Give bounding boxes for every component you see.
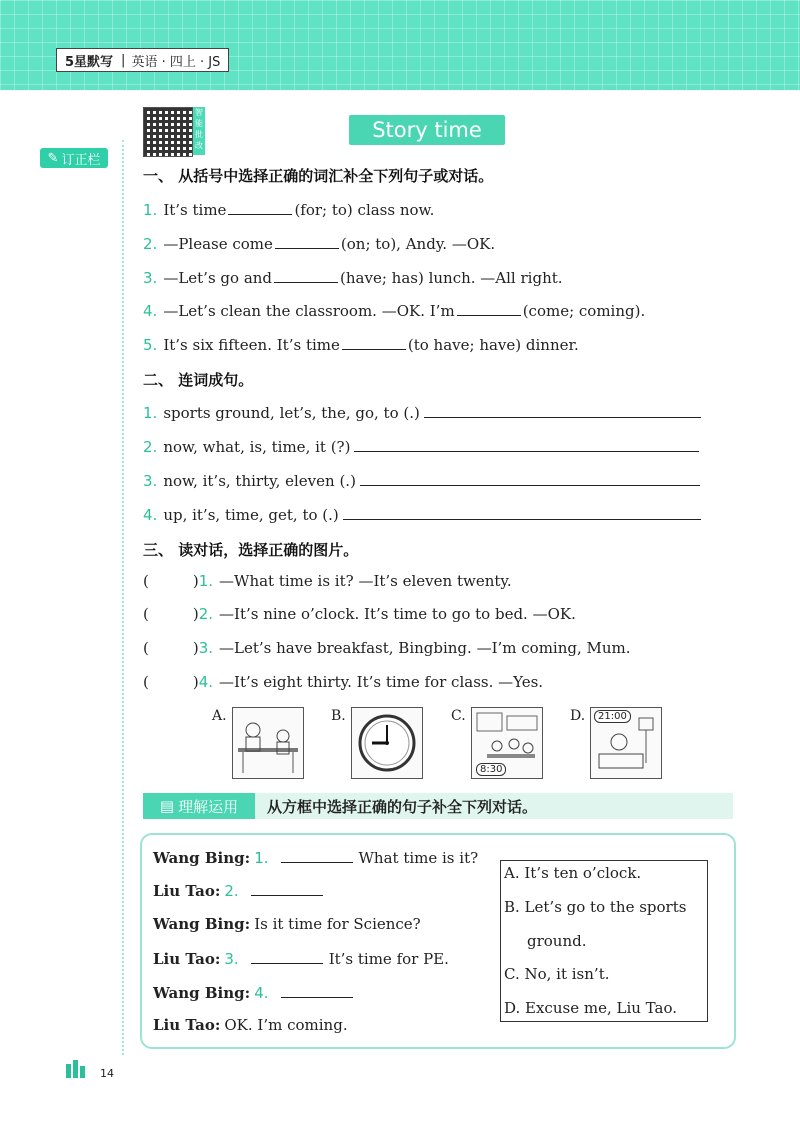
speaker: Liu Tao: <box>153 1016 221 1034</box>
dialog-number: 1. <box>254 849 269 867</box>
dialog-text: What time is it? <box>358 849 479 867</box>
question-3-2 <box>143 605 576 623</box>
question-text-before: It’s time <box>163 201 227 219</box>
header-separator: | <box>121 52 126 68</box>
pencil-icon: ✎ <box>47 150 59 166</box>
question-text-before: —Please come <box>163 235 273 253</box>
question-number: 3. <box>143 472 158 490</box>
dialog-number: 4. <box>254 984 269 1002</box>
question-text-after: (to have; have) dinner. <box>407 336 579 354</box>
dialog-line-2 <box>153 881 329 900</box>
question-number: 2. <box>198 605 214 623</box>
option-b: B. Let’s go to the sports <box>504 898 687 916</box>
apply-title: 从方框中选择正确的句子补全下列对话。 <box>267 798 538 816</box>
picture-a <box>232 707 304 779</box>
option-b-continued: ground. <box>527 932 587 950</box>
clock-icon <box>352 708 422 778</box>
picture-c-label: C. <box>451 708 466 724</box>
answer-blank[interactable] <box>281 848 353 863</box>
question-text-after: (for; to) class now. <box>294 201 435 219</box>
page-number: 14 <box>100 1067 114 1080</box>
question-text: —Let’s have breakfast, Bingbing. —I’m coming, Mum. <box>219 639 631 657</box>
dialog-text: Is it time for Science? <box>254 915 421 933</box>
answer-blank[interactable] <box>251 881 323 896</box>
answer-line[interactable] <box>424 403 701 418</box>
answer-paren-close: ) <box>192 605 199 623</box>
question-2-4 <box>143 505 701 524</box>
question-number: 5. <box>143 336 158 354</box>
answer-paren-close: ) <box>192 572 199 590</box>
apply-tag <box>143 793 255 819</box>
answer-blank[interactable] <box>275 234 339 249</box>
answer-paren-open: ( <box>143 605 149 623</box>
question-number: 2. <box>143 438 158 456</box>
qr-side-label: 智能批改 <box>193 107 205 155</box>
question-number: 4. <box>198 673 214 691</box>
answer-paren-open: ( <box>143 639 149 657</box>
question-text: —It’s eight thirty. It’s time for class. —Yes. <box>219 673 544 691</box>
section-2-title: 二、 连词成句。 <box>143 371 254 389</box>
header-strip <box>56 48 229 72</box>
dialog-line-6 <box>153 1016 348 1034</box>
answer-paren-open: ( <box>143 572 149 590</box>
question-3-4 <box>143 673 543 691</box>
correction-column-divider <box>122 140 124 1055</box>
question-1-1 <box>143 200 434 219</box>
apply-tag-label: 理解运用 <box>178 797 239 816</box>
answer-paren-close: ) <box>192 673 199 691</box>
question-words: sports ground, let’s, the, go, to (.) <box>163 404 420 422</box>
header-band <box>0 0 800 90</box>
breakfast-scene-icon <box>233 708 303 778</box>
question-2-1 <box>143 403 701 422</box>
story-time-banner: Story time <box>349 115 505 145</box>
dialog-line-4 <box>153 949 449 968</box>
option-d: D. Excuse me, Liu Tao. <box>504 999 677 1017</box>
speaker: Wang Bing: <box>153 984 251 1002</box>
question-words: now, it’s, thirty, eleven (.) <box>163 472 356 490</box>
question-words: up, it’s, time, get, to (.) <box>163 506 339 524</box>
question-1-4 <box>143 301 645 320</box>
question-number: 1. <box>198 572 214 590</box>
picture-c-time: 8:30 <box>476 763 506 776</box>
question-number: 1. <box>143 404 158 422</box>
dialog-line-1 <box>153 848 478 867</box>
question-number: 1. <box>143 201 158 219</box>
section-1-title: 一、 从括号中选择正确的词汇补全下列句子或对话。 <box>143 167 494 185</box>
answer-blank[interactable] <box>342 335 406 350</box>
dialog-line-3 <box>153 915 421 933</box>
answer-blank[interactable] <box>457 301 521 316</box>
dialog-number: 3. <box>224 950 239 968</box>
books-icon <box>66 1060 88 1078</box>
qr-code[interactable] <box>143 107 193 157</box>
question-1-3 <box>143 268 563 287</box>
question-text: —What time is it? —It’s eleven twenty. <box>219 572 512 590</box>
dialog-number: 2. <box>224 882 239 900</box>
picture-d-time: 21:00 <box>594 710 631 723</box>
speaker: Wang Bing: <box>153 915 251 933</box>
section-3-title: 三、 读对话，选择正确的图片。 <box>143 541 359 559</box>
dialog-text: It’s time for PE. <box>328 950 449 968</box>
answer-blank[interactable] <box>274 268 338 283</box>
option-a: A. It’s ten o’clock. <box>504 864 642 882</box>
picture-b-label: B. <box>331 708 346 724</box>
question-text-after: (have; has) lunch. —All right. <box>340 269 563 287</box>
question-text-after: (on; to), Andy. —OK. <box>340 235 496 253</box>
answer-paren-close: ) <box>192 639 199 657</box>
picture-d-label: D. <box>570 708 586 724</box>
question-words: now, what, is, time, it (?) <box>163 438 351 456</box>
notebook-icon: ▤ <box>159 797 175 815</box>
picture-a-label: A. <box>212 708 227 724</box>
correction-tab <box>40 148 108 168</box>
answer-line[interactable] <box>354 437 699 452</box>
subject-label: 英语 · 四上 · JS <box>131 54 221 70</box>
question-number: 3. <box>198 639 214 657</box>
speaker: Liu Tao: <box>153 950 221 968</box>
answer-blank[interactable] <box>251 949 323 964</box>
answer-paren-open: ( <box>143 673 149 691</box>
picture-b <box>351 707 423 779</box>
brand-label: 5星默写 <box>65 54 114 70</box>
dialog-text: OK. I’m coming. <box>224 1016 348 1034</box>
question-3-1 <box>143 572 512 590</box>
answer-blank[interactable] <box>281 983 353 998</box>
answer-blank[interactable] <box>228 200 292 215</box>
correction-label: 订正栏 <box>61 152 101 168</box>
question-number: 4. <box>143 302 158 320</box>
question-1-5 <box>143 335 579 354</box>
option-c: C. No, it isn’t. <box>504 965 610 983</box>
question-text-before: It’s six fifteen. It’s time <box>163 336 340 354</box>
question-number: 3. <box>143 269 158 287</box>
question-1-2 <box>143 234 495 253</box>
question-2-3 <box>143 471 700 490</box>
speaker: Liu Tao: <box>153 882 221 900</box>
question-3-3 <box>143 639 631 657</box>
answer-line[interactable] <box>360 471 700 486</box>
dialog-line-5 <box>153 983 359 1002</box>
answer-line[interactable] <box>343 505 701 520</box>
question-number: 2. <box>143 235 158 253</box>
question-number: 4. <box>143 506 158 524</box>
question-text-before: —Let’s go and <box>163 269 273 287</box>
question-text: —It’s nine o’clock. It’s time to go to bed. —OK. <box>219 605 576 623</box>
question-2-2 <box>143 437 699 456</box>
speaker: Wang Bing: <box>153 849 251 867</box>
question-text-after: (come; coming). <box>522 302 646 320</box>
question-text-before: —Let’s clean the classroom. —OK. I’m <box>163 302 455 320</box>
